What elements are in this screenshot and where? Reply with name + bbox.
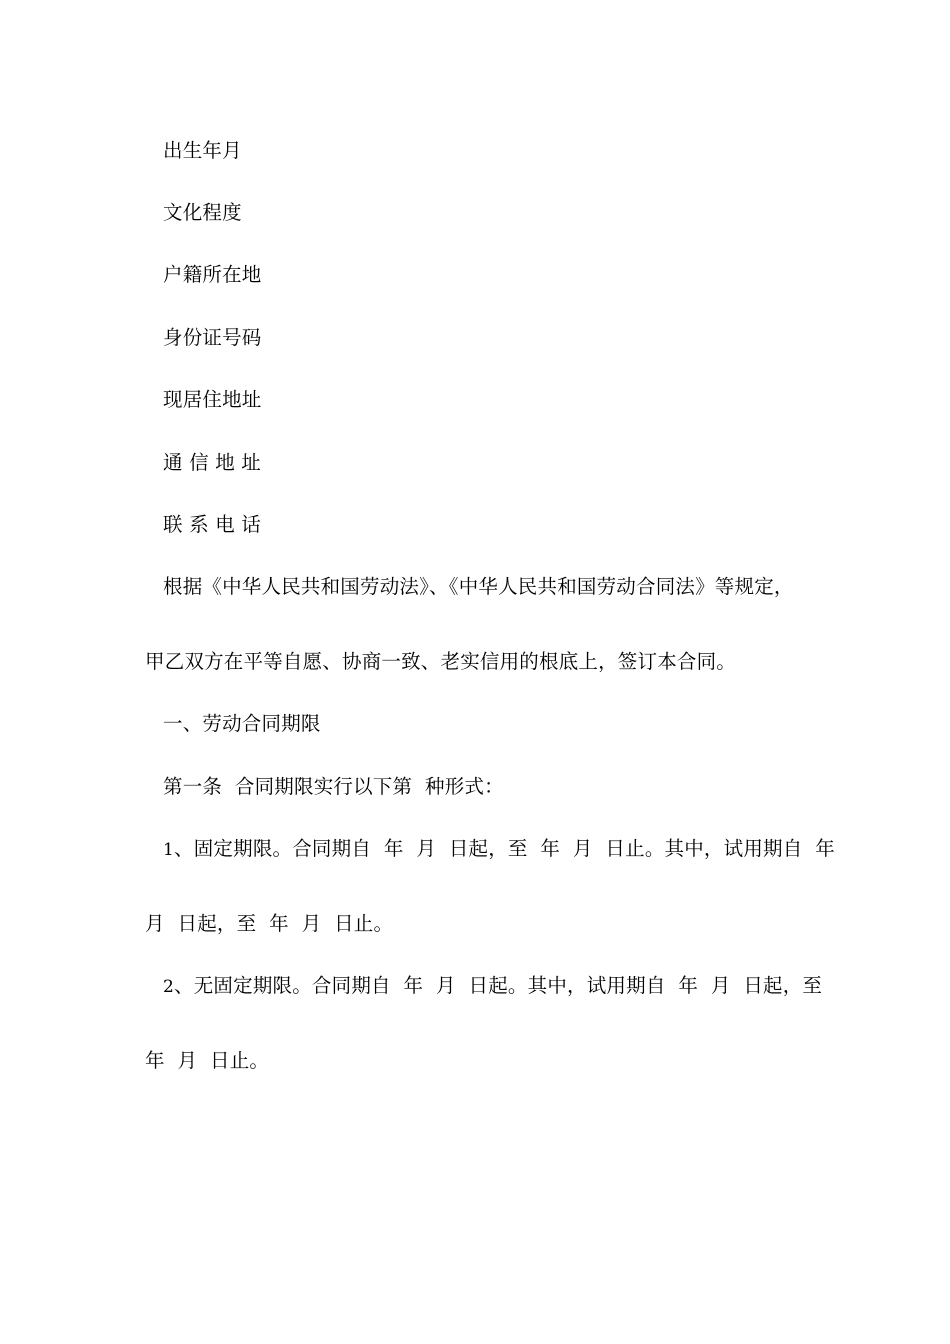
preamble-line-1: 根据《中华人民共和国劳动法》、《中华人民共和国劳动合同法》等规定， bbox=[163, 575, 794, 598]
field-label-mailing-address: 通 信 地 址 bbox=[163, 451, 261, 474]
list-item-number: 1 bbox=[163, 840, 175, 860]
list-item-number: 2 bbox=[163, 977, 175, 997]
field-label-birth-date: 出生年月 bbox=[163, 139, 242, 162]
preamble-line-2: 甲乙双方在平等自愿、协商一致、老实信用的根底上，签订本合同。 bbox=[145, 650, 737, 673]
field-label-id-number: 身份证号码 bbox=[163, 326, 262, 349]
field-label-current-address: 现居住地址 bbox=[163, 388, 262, 411]
field-label-household-registration: 户籍所在地 bbox=[163, 263, 262, 286]
list-item-text: 、固定期限。合同期自 年 月 日起，至 年 月 日止。其中，试用期自 年 bbox=[174, 837, 835, 860]
list-item-text: 、无固定期限。合同期自 年 月 日起。其中，试用期自 年 月 日起，至 bbox=[174, 974, 823, 997]
article-1: 第一条 合同期限实行以下第 种形式： bbox=[163, 775, 504, 798]
list-item-2-line-1 bbox=[163, 973, 822, 1000]
list-item-2-line-2: 年 月 日止。 bbox=[145, 1049, 270, 1072]
field-label-phone: 联 系 电 话 bbox=[163, 513, 261, 536]
list-item-1-line-2: 月 日起，至 年 月 日止。 bbox=[145, 912, 394, 935]
section-heading: 一、劳动合同期限 bbox=[163, 712, 321, 735]
list-item-1-line-1 bbox=[163, 836, 835, 863]
field-label-education: 文化程度 bbox=[163, 201, 242, 224]
